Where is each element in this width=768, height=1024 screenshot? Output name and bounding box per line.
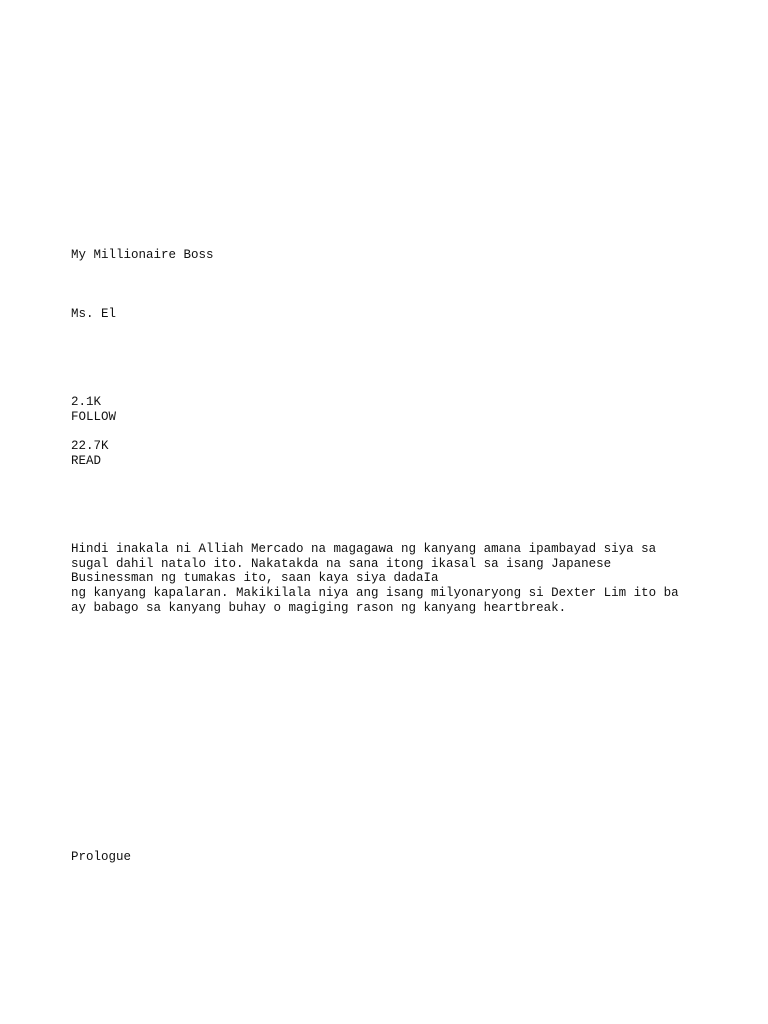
follow-label: FOLLOW — [71, 410, 117, 424]
book-synopsis — [71, 542, 711, 616]
synopsis-line: Hindi inakala ni Alliah Mercado na magagawa ng kanyang amana ipambayad siya sa — [71, 542, 657, 556]
followers-count: 2.1K — [71, 395, 102, 409]
synopsis-line: sugal dahil natalo ito. Nakatakda na sana itong ikasal sa isang Japanese — [71, 556, 612, 571]
synopsis-line: ng kanyang kapalaran. Makikilala niya ang isang milyonaryong si Dexter Lim ito ba — [71, 586, 679, 601]
reads-count: 22.7K — [71, 439, 109, 453]
book-title: My Millionaire Boss — [71, 248, 214, 262]
synopsis-line: Businessman ng tumakas ito, saan kaya siya dadaIa — [71, 571, 439, 586]
chapter-heading: Prologue — [71, 850, 132, 864]
book-author: Ms. El — [71, 307, 117, 321]
synopsis-line: ay babago sa kanyang buhay o magiging rason ng kanyang heartbreak. — [71, 600, 567, 615]
read-label: READ — [71, 454, 102, 468]
